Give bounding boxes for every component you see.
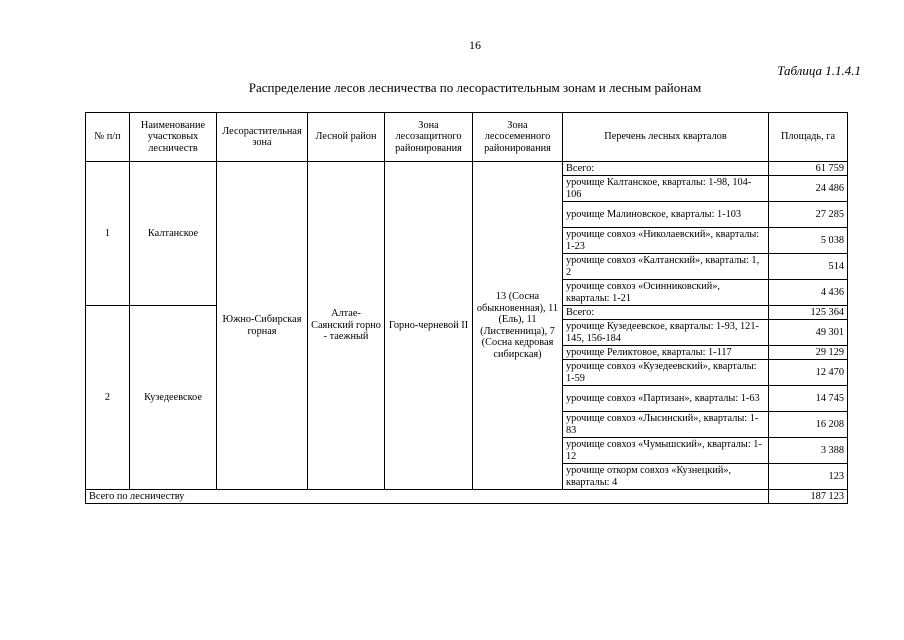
list-item-area: 3 388 [769,438,848,464]
list-item-area: 5 038 [769,228,848,254]
list-item-area: 29 129 [769,346,848,360]
header-list: Перечень лесных кварталов [563,113,769,162]
list-item: урочище Кузедеевское, кварталы: 1-93, 121-145, 156-184 [563,320,769,346]
group-1-name: Калтанское [130,162,217,306]
shared-region: Алтае-Саянский горно - таежный [308,162,385,490]
group-1-total-label: Всего: [563,162,769,176]
list-item-area: 27 285 [769,202,848,228]
list-item-area: 49 301 [769,320,848,346]
header-seed: Зона лесосеменного районирования [473,113,563,162]
group-2-total-area: 125 364 [769,306,848,320]
group-1-total-area: 61 759 [769,162,848,176]
forest-distribution-table [85,112,848,504]
shared-zone: Южно-Сибирская горная [217,162,308,490]
page-number: 16 [469,38,481,52]
list-item-area: 123 [769,464,848,490]
list-item-area: 16 208 [769,412,848,438]
shared-protect: Горно-черневой II [385,162,473,490]
list-item-area: 14 745 [769,386,848,412]
list-item: урочище совхоз «Лысинский», кварталы: 1-83 [563,412,769,438]
group-1-num: 1 [86,162,130,306]
grand-total-label: Всего по лесничеству [86,490,769,504]
list-item-area: 24 486 [769,176,848,202]
header-name: Наименование участковых лесничеств [130,113,217,162]
group-2-name: Кузедеевское [130,306,217,490]
list-item: урочище совхоз «Осинниковский», кварталы: 1-21 [563,280,769,306]
list-item: урочище совхоз «Чумышский», кварталы: 1-12 [563,438,769,464]
header-num: № п/п [86,113,130,162]
list-item: урочище Реликтовое, кварталы: 1-117 [563,346,769,360]
list-item: урочище совхоз «Николаевский», кварталы: 1-23 [563,228,769,254]
group-2-total-label: Всего: [563,306,769,320]
group-2-num: 2 [86,306,130,490]
list-item-area: 4 436 [769,280,848,306]
list-item: урочище совхоз «Калтанский», кварталы: 1, 2 [563,254,769,280]
shared-seed: 13 (Сосна обыкновенная), 11 (Ель), 11 (Лиственница), 7 (Сосна кедровая сибирская) [473,162,563,490]
header-zone: Лесорастительная зона [217,113,308,162]
list-item: урочище откорм совхоз «Кузнецкий», кварталы: 4 [563,464,769,490]
table-header-row [86,113,848,162]
list-item: урочище совхоз «Партизан», кварталы: 1-63 [563,386,769,412]
table-row [86,162,848,176]
list-item-area: 12 470 [769,360,848,386]
header-protect: Зона лесозащитного районирования [385,113,473,162]
header-region: Лесной район [308,113,385,162]
header-area: Площадь, га [769,113,848,162]
list-item: урочище Калтанское, кварталы: 1-98, 104-106 [563,176,769,202]
list-item-area: 514 [769,254,848,280]
list-item: урочище совхоз «Кузедеевский», кварталы: 1-59 [563,360,769,386]
document-title: Распределение лесов лесничества по лесорастительным зонам и лесным районам [248,80,702,95]
table-label: Таблица 1.1.4.1 [777,63,861,78]
grand-total-row [86,490,848,504]
grand-total-area: 187 123 [769,490,848,504]
list-item: урочище Малиновское, кварталы: 1-103 [563,202,769,228]
